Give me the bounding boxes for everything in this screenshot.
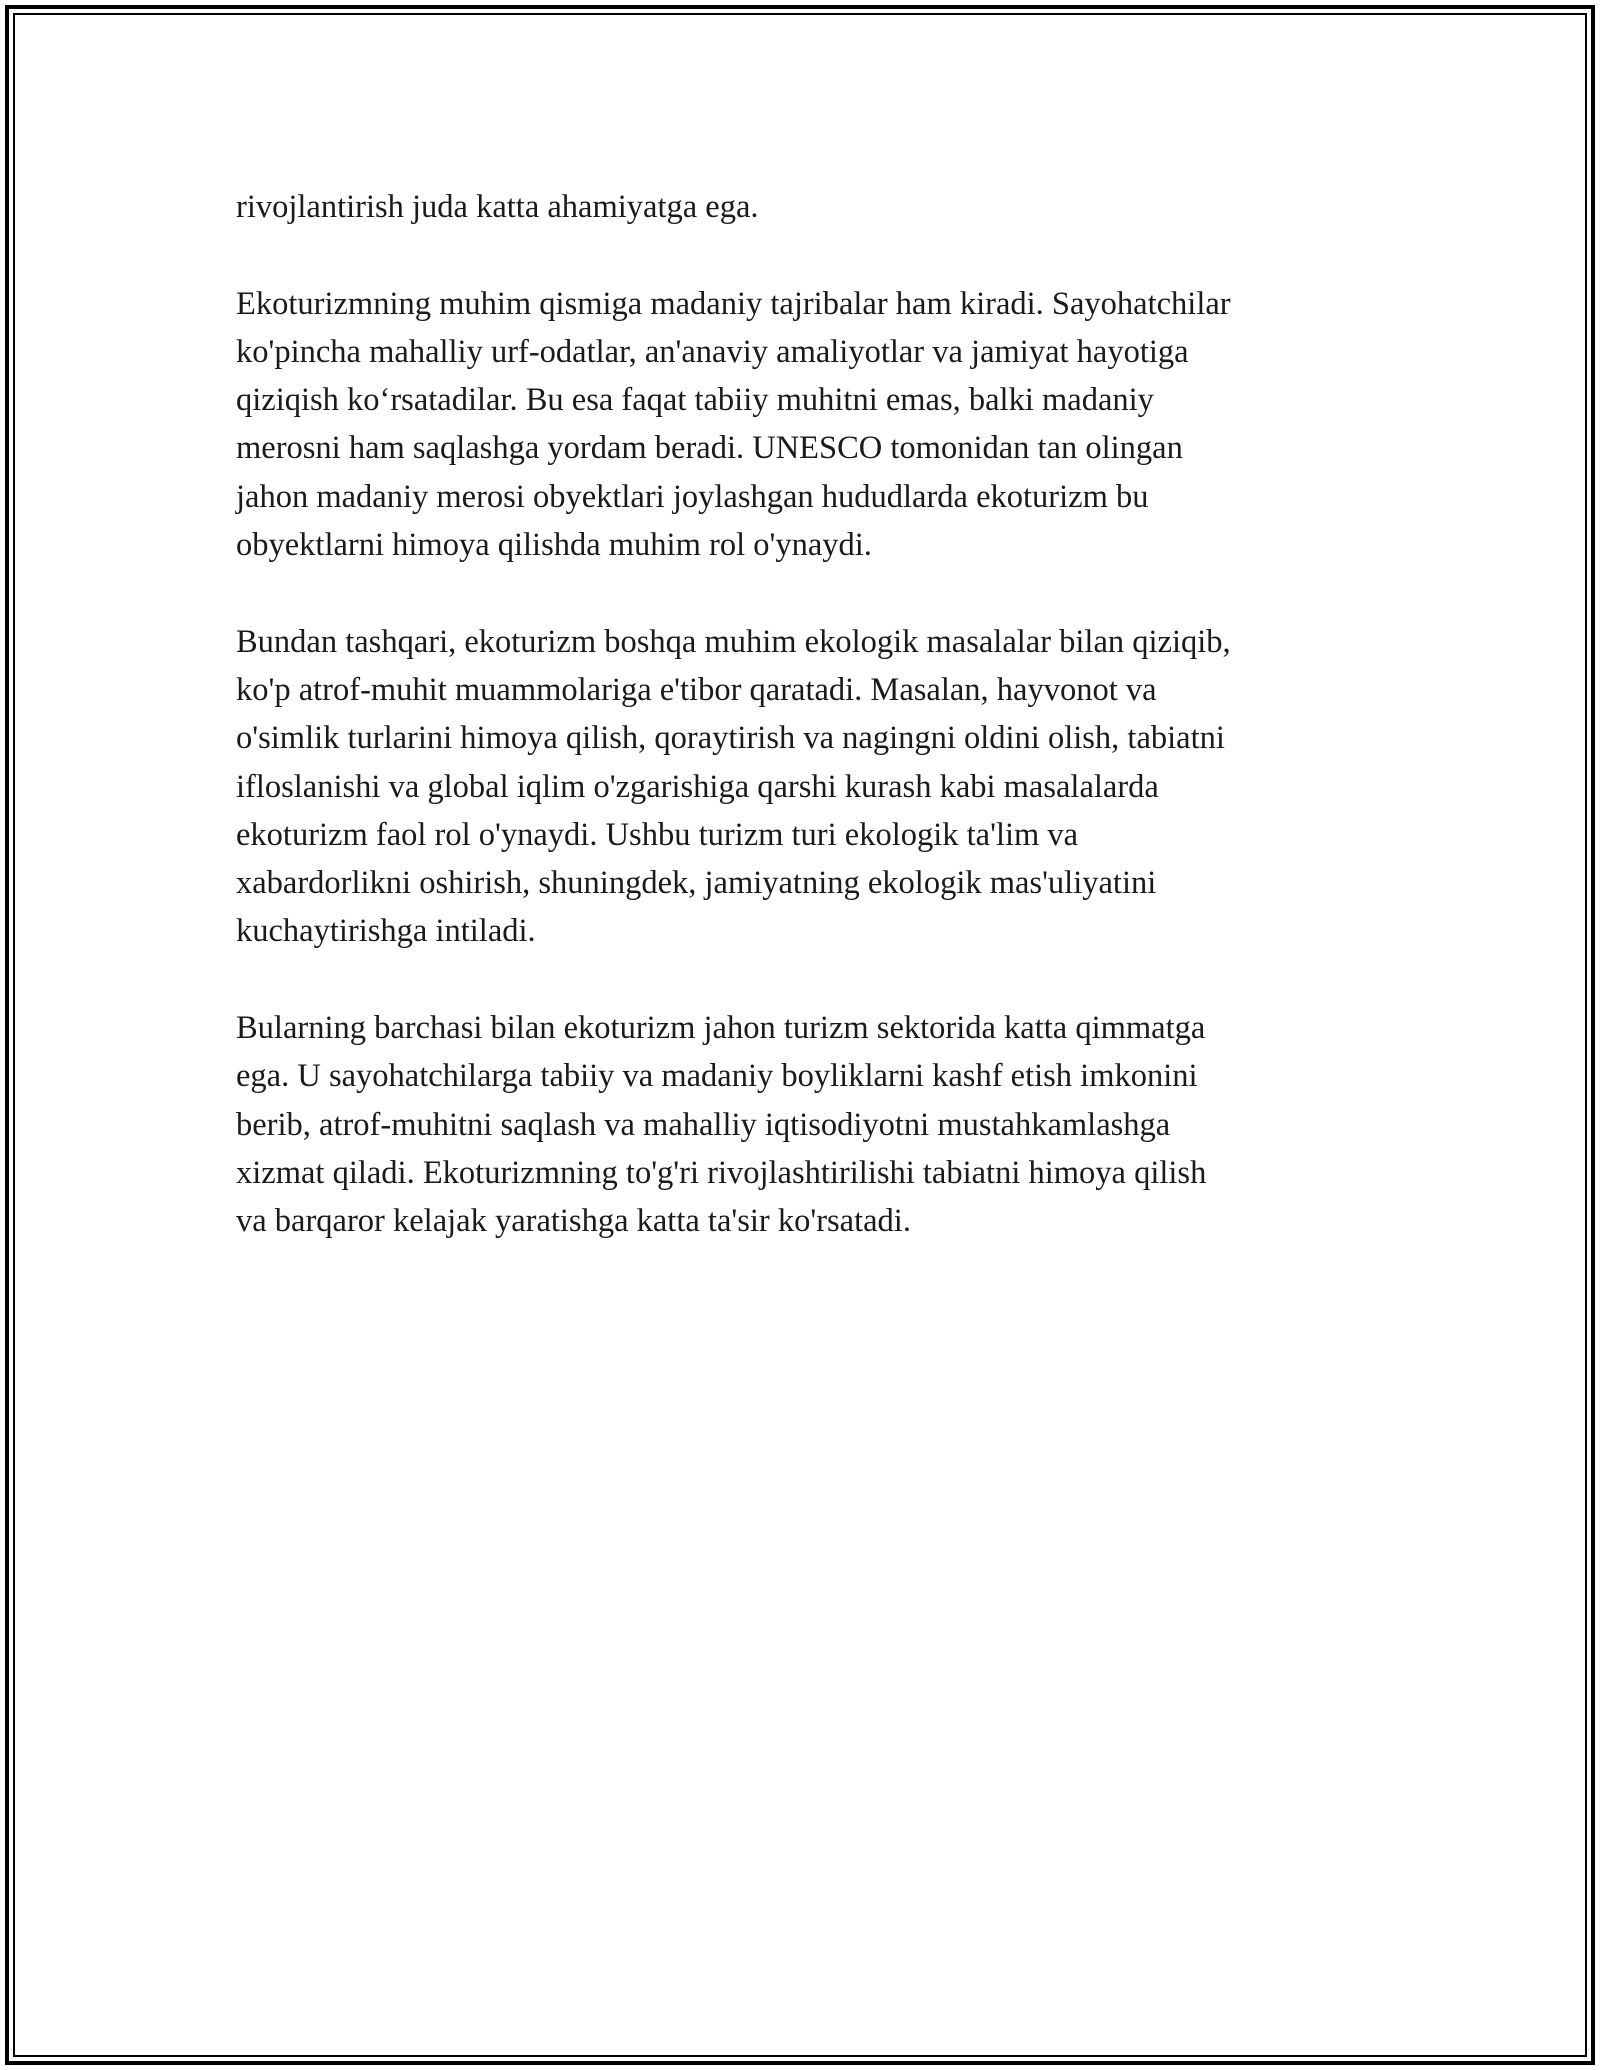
paragraph-4 bbox=[236, 1004, 1376, 1245]
paragraph-1 bbox=[236, 183, 1376, 231]
text-line: va barqaror kelajak yaratishga katta ta'sir ko'rsatadi. bbox=[236, 1203, 911, 1240]
text-line: ekoturizm faol rol o'ynaydi. Ushbu turizm turi ekologik ta'lim va bbox=[236, 816, 1079, 853]
text-line: berib, atrof-muhitni saqlash va mahalliy iqtisodiyotni mustahkamlashga bbox=[236, 1106, 1171, 1143]
text-line: ko'p atrof-muhit muammolariga e'tibor qaratadi. Masalan, hayvonot va bbox=[236, 671, 1157, 708]
text-line: merosni ham saqlashga yordam beradi. UNESCO tomonidan tan olingan bbox=[236, 430, 1183, 467]
text-line: Ekoturizmning muhim qismiga madaniy tajribalar ham kiradi. Sayohatchilar bbox=[236, 285, 1231, 322]
document-body bbox=[236, 183, 1376, 1246]
text-line: qiziqish ko‘rsatadilar. Bu esa faqat tabiiy muhitni emas, balki madaniy bbox=[236, 382, 1154, 419]
paragraph-3 bbox=[236, 618, 1376, 956]
text-line: kuchaytirishga intiladi. bbox=[236, 913, 536, 950]
text-line: jahon madaniy merosi obyektlari joylashgan hududlarda ekoturizm bu bbox=[236, 478, 1149, 515]
text-line: o'simlik turlarini himoya qilish, qoraytirish va nagingni oldini olish, tabiatni bbox=[236, 720, 1225, 757]
text-line: obyektlarni himoya qilishda muhim rol o'ynaydi. bbox=[236, 527, 872, 564]
text-line: ega. U sayohatchilarga tabiiy va madaniy boyliklarni kashf etish imkonini bbox=[236, 1058, 1198, 1095]
text-line: Bundan tashqari, ekoturizm boshqa muhim ekologik masalalar bilan qiziqib, bbox=[236, 623, 1231, 660]
text-line: xabardorlikni oshirish, shuningdek, jamiyatning ekologik mas'uliyatini bbox=[236, 865, 1157, 902]
text-line: ko'pincha mahalliy urf-odatlar, an'anaviy amaliyotlar va jamiyat hayotiga bbox=[236, 333, 1189, 370]
text-line: ifloslanishi va global iqlim o'zgarishiga qarshi kurash kabi masalalarda bbox=[236, 768, 1159, 805]
paragraph-2 bbox=[236, 280, 1376, 570]
text-line: xizmat qiladi. Ekoturizmning to'g'ri rivojlashtirilishi tabiatni himoya qilish bbox=[236, 1154, 1207, 1191]
text-line: rivojlantirish juda katta ahamiyatga ega. bbox=[236, 189, 759, 225]
text-line: Bularning barchasi bilan ekoturizm jahon turizm sektorida katta qimmatga bbox=[236, 1010, 1206, 1047]
